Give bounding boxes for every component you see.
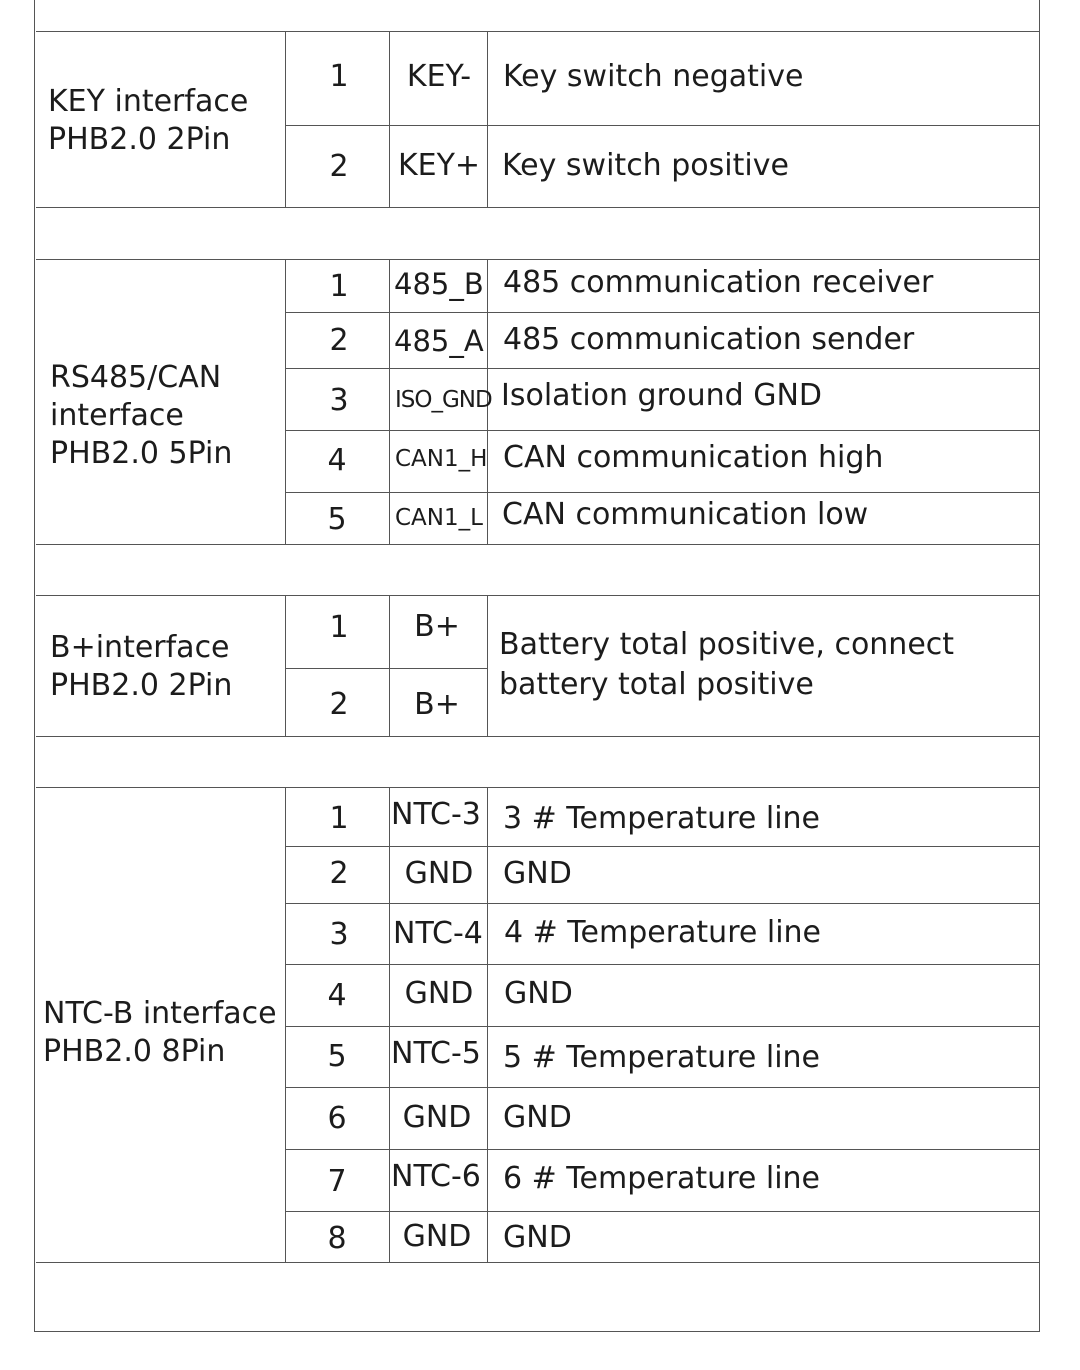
rs485-can-interface-label (50, 359, 232, 473)
pin-description: CAN communication high (503, 440, 884, 475)
pin-description: 4 # Temperature line (504, 915, 822, 950)
pin-description: 5 # Temperature line (503, 1040, 821, 1075)
pin-number: 1 (329, 269, 349, 304)
pin-description-line: Battery total positive, connect (499, 627, 955, 662)
pin-number: 4 (327, 978, 347, 1013)
group-label-line: PHB2.0 8Pin (43, 1034, 226, 1069)
group-label-line: PHB2.0 2Pin (48, 122, 231, 157)
row-divider (286, 668, 488, 669)
pin-description: GND (503, 1100, 572, 1135)
row-divider (286, 846, 1040, 847)
column-divider (389, 259, 390, 544)
pin-number: 5 (327, 1039, 347, 1074)
pin-name: GND (402, 1100, 472, 1135)
pin-name: NTC-6 (391, 1159, 481, 1194)
column-divider (285, 595, 286, 736)
pin-name: GND (402, 1219, 472, 1254)
row-divider (286, 1211, 1040, 1212)
pin-number: 5 (327, 502, 347, 537)
pin-name: CAN1_L (395, 505, 483, 531)
pin-description: GND (503, 856, 572, 891)
pin-number: 6 (327, 1101, 347, 1136)
row-divider (286, 368, 1040, 369)
pin-number: 7 (327, 1164, 347, 1199)
table-border (36, 736, 1040, 737)
pin-name: KEY+ (397, 148, 481, 183)
row-divider (286, 903, 1040, 904)
table-border (36, 1262, 1040, 1263)
pin-name: B+ (414, 687, 460, 722)
pin-name: B+ (414, 609, 460, 644)
pin-number: 1 (329, 610, 349, 645)
column-divider (487, 787, 488, 1262)
pin-number: 2 (329, 149, 349, 184)
row-divider (286, 1149, 1040, 1150)
pin-description: GND (504, 976, 573, 1011)
row-divider (286, 492, 1040, 493)
pin-name: GND (404, 976, 474, 1011)
column-divider (487, 31, 488, 207)
group-label-line: interface (50, 398, 184, 433)
row-divider (286, 125, 1040, 126)
pin-name: NTC-4 (393, 916, 483, 951)
pin-number: 1 (329, 59, 349, 94)
column-divider (285, 787, 286, 1262)
pin-number: 2 (329, 323, 349, 358)
pin-description: CAN communication low (502, 497, 869, 532)
column-divider (487, 595, 488, 736)
pin-name: KEY- (406, 59, 472, 94)
column-divider (285, 259, 286, 544)
column-divider (389, 787, 390, 1262)
table-border (36, 31, 1040, 32)
pin-description: Key switch negative (503, 59, 804, 94)
ntc-b-interface-label (43, 995, 277, 1071)
pin-description: 6 # Temperature line (503, 1161, 821, 1196)
row-divider (286, 1026, 1040, 1027)
pin-name: 485_B (394, 267, 484, 301)
column-divider (285, 31, 286, 207)
table-border (36, 595, 1040, 596)
row-divider (286, 1087, 1040, 1088)
pin-number: 3 (329, 383, 349, 418)
key-interface-label (48, 83, 248, 159)
pin-name: GND (404, 856, 474, 891)
table-border (36, 544, 1040, 545)
pin-description: GND (503, 1220, 572, 1255)
pin-number: 1 (329, 801, 349, 836)
pin-number: 2 (329, 856, 349, 891)
pin-description-line: battery total positive (499, 667, 814, 702)
pin-description: 3 # Temperature line (503, 801, 821, 836)
pin-number: 2 (329, 687, 349, 722)
group-label-line: PHB2.0 5Pin (50, 436, 233, 471)
table-border (36, 259, 1040, 260)
group-label-line: RS485/CAN (50, 360, 222, 395)
pin-number: 8 (327, 1221, 347, 1256)
group-label-line: B+interface (50, 630, 230, 665)
row-divider (286, 964, 1040, 965)
group-label-line: KEY interface (48, 84, 249, 119)
pin-description: Isolation ground GND (501, 378, 823, 413)
row-divider (286, 430, 1040, 431)
pin-number: 3 (329, 917, 349, 952)
pin-name: ISO_GND (395, 387, 492, 413)
table-border (36, 207, 1040, 208)
row-divider (286, 312, 1040, 313)
group-label-line: NTC-B interface (43, 996, 277, 1031)
pin-description: Key switch positive (502, 148, 789, 183)
b-plus-description (499, 625, 954, 705)
pin-name: CAN1_H (395, 446, 488, 472)
group-label-line: PHB2.0 2Pin (50, 668, 233, 703)
column-divider (389, 31, 390, 207)
pin-number: 4 (327, 443, 347, 478)
pin-name: 485_A (394, 324, 484, 358)
pin-name: NTC-5 (391, 1036, 481, 1071)
table-border (36, 787, 1040, 788)
pin-name: NTC-3 (391, 797, 481, 832)
pin-description: 485 communication receiver (503, 265, 934, 300)
b-plus-interface-label (50, 629, 232, 705)
pin-description: 485 communication sender (503, 322, 915, 357)
